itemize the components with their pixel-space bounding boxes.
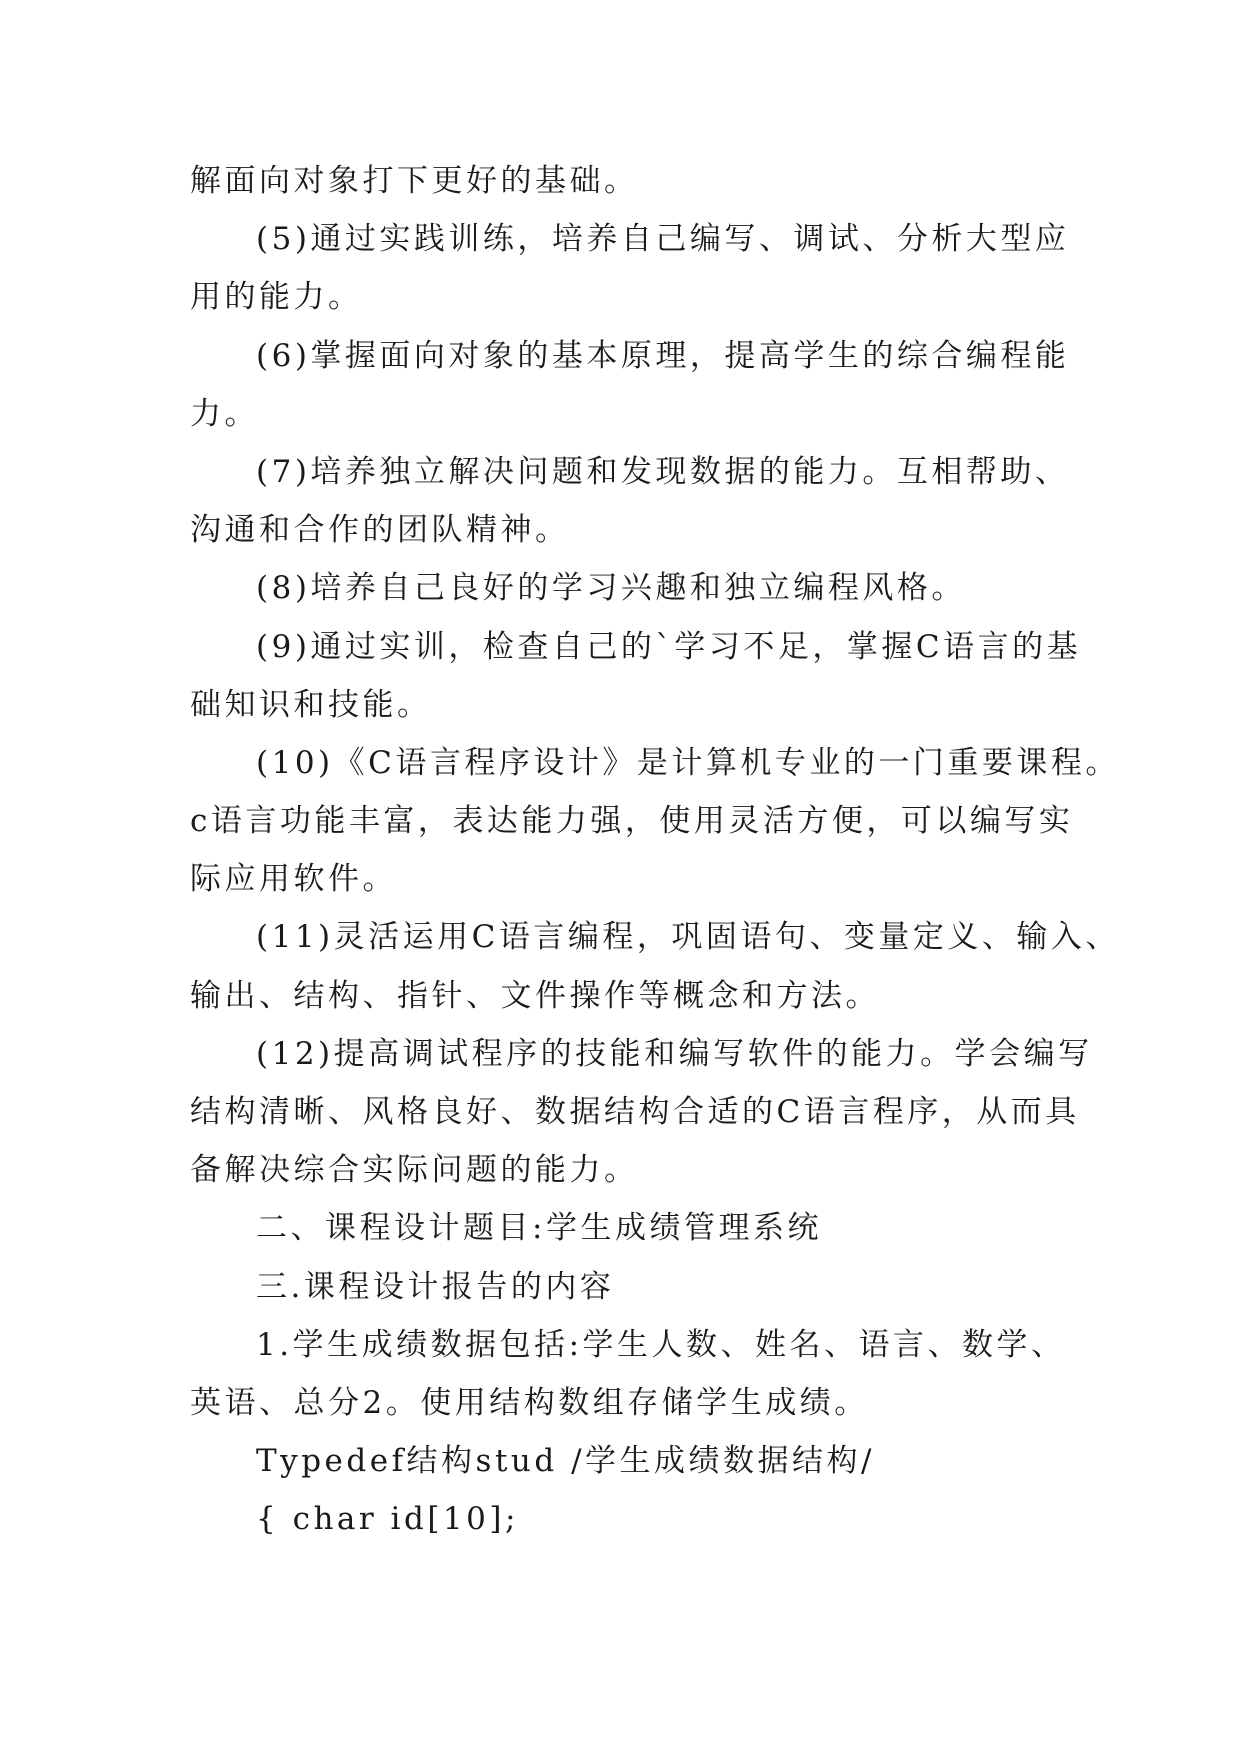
text-line: (10)《C语言程序设计》是计算机专业的一门重要课程。 xyxy=(256,744,1120,781)
text-line: (11)灵活运用C语言编程，巩固语句、变量定义、输入、 xyxy=(256,919,1120,956)
text-line: (7)培养独立解决问题和发现数据的能力。互相帮助、 xyxy=(256,453,1070,490)
text-line: 备解决综合实际问题的能力。 xyxy=(190,1152,639,1189)
text-line: 际应用软件。 xyxy=(190,861,397,898)
text-line: (12)提高调试程序的技能和编写软件的能力。学会编写 xyxy=(256,1035,1093,1072)
text-line: 用的能力。 xyxy=(190,279,363,316)
text-line: (9)通过实训，检查自己的`学习不足，掌握C语言的基 xyxy=(256,628,1082,665)
document-body xyxy=(190,152,1120,1549)
text-line: 沟通和合作的团队精神。 xyxy=(190,512,570,549)
text-line: 结构清晰、风格良好、数据结构合适的C语言程序，从而具 xyxy=(190,1094,1080,1130)
text-line: 力。 xyxy=(190,395,259,432)
text-line: (8)培养自己良好的学习兴趣和独立编程风格。 xyxy=(256,570,966,607)
text-line: 英语、总分2。使用结构数组存储学生成绩。 xyxy=(190,1384,869,1421)
text-line: 础知识和技能。 xyxy=(190,686,432,723)
code-line: { char id[10]; xyxy=(256,1501,519,1538)
section-heading: 三.课程设计报告的内容 xyxy=(256,1268,615,1305)
code-line: Typedef结构stud /学生成绩数据结构/ xyxy=(256,1443,875,1480)
text-line: 1.学生成绩数据包括:学生人数、姓名、语言、数学、 xyxy=(256,1326,1066,1363)
text-line: c语言功能丰富，表达能力强，使用灵活方便，可以编写实 xyxy=(190,803,1074,840)
text-line: 输出、结构、指针、文件操作等概念和方法。 xyxy=(190,977,880,1014)
section-heading: 二、课程设计题目:学生成绩管理系统 xyxy=(256,1210,822,1247)
text-line: (5)通过实践训练，培养自己编写、调试、分析大型应 xyxy=(256,221,1070,258)
text-line: (6)掌握面向对象的基本原理，提高学生的综合编程能 xyxy=(256,337,1070,374)
text-line: 解面向对象打下更好的基础。 xyxy=(190,163,639,199)
